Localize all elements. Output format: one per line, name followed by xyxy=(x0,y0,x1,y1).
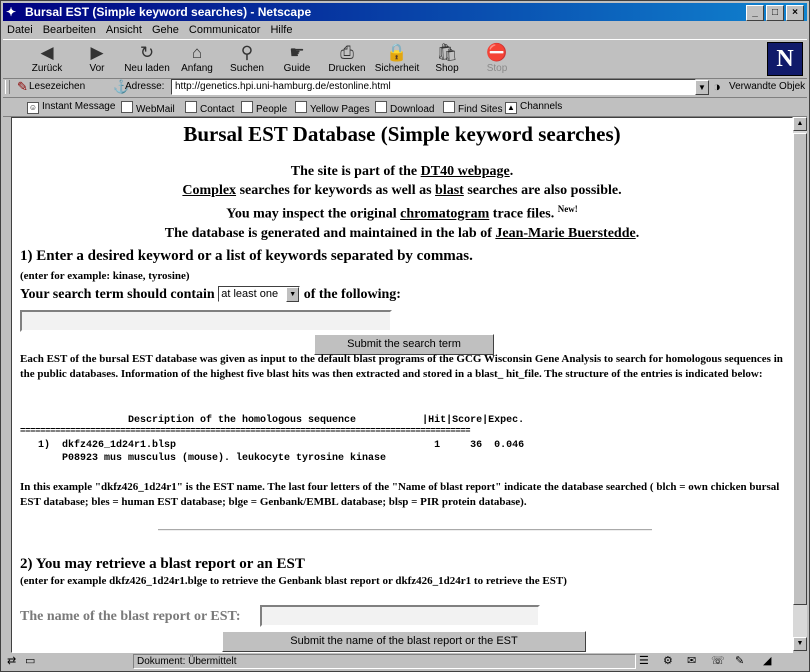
stop-button[interactable] xyxy=(473,43,521,77)
address-dropdown-icon[interactable]: ▼ xyxy=(695,80,709,95)
intro2-text: searches for keywords as well as xyxy=(236,183,436,198)
home-button[interactable] xyxy=(173,43,221,77)
divider xyxy=(158,529,652,531)
intro-line-2 xyxy=(12,181,792,200)
guide-button[interactable] xyxy=(273,43,321,77)
intro3-end: trace files. xyxy=(489,206,555,222)
bookmark-page-icon xyxy=(375,101,387,113)
bookmark-icon: ✎ xyxy=(17,79,28,94)
keyword-input[interactable] xyxy=(20,310,392,332)
instant-message-link[interactable] xyxy=(27,101,115,114)
section2-example: (enter for example dkfz426_1d24r1.blge to retrieve the Genbank blast report or dkfz426_1d24r1 to retrieve the EST) xyxy=(20,575,567,587)
contact-link[interactable] xyxy=(185,101,234,115)
chromatogram-link[interactable]: chromatogram xyxy=(400,206,490,222)
stop-label: Stop xyxy=(486,63,508,74)
title-bar xyxy=(3,3,807,21)
intro1-text: The site is part of the xyxy=(290,164,421,179)
submit-search-button[interactable]: Submit the search term xyxy=(314,334,494,355)
related-icon: ◑ xyxy=(713,79,721,94)
intro3-text: You may inspect the original xyxy=(226,206,401,222)
bookmarks-button[interactable]: Lesezeichen xyxy=(29,81,86,92)
shop-label: Shop xyxy=(435,63,459,74)
people-label: People xyxy=(256,104,288,115)
status-bar xyxy=(3,653,807,669)
reload-icon: ↻ xyxy=(139,43,155,62)
component-bar-icon[interactable]: ☰ xyxy=(639,655,649,667)
person-icon: ☺ xyxy=(28,103,38,112)
lock-icon: 🔒 xyxy=(386,43,408,62)
new-badge: New! xyxy=(557,204,578,214)
bookmark-page-icon xyxy=(295,101,307,113)
toolbar-grip[interactable] xyxy=(5,80,10,94)
download-label: Download xyxy=(390,104,435,115)
channels-link[interactable] xyxy=(505,101,562,114)
search-button[interactable] xyxy=(223,43,271,77)
menu-bearbeiten[interactable]: Bearbeiten xyxy=(42,24,96,36)
intro1-end: . xyxy=(509,164,514,179)
webmail-label: WebMail xyxy=(136,104,175,115)
buerstedde-link[interactable]: Jean-Marie Buerstedde xyxy=(495,225,636,241)
close-button[interactable]: × xyxy=(786,5,804,21)
section1-heading: 1) Enter a desired keyword or a list of keywords separated by commas. xyxy=(20,248,473,264)
forward-arrow-icon: ▶ xyxy=(90,43,104,62)
netscape-logo[interactable]: N xyxy=(767,42,803,76)
shop-icon: 🛍 xyxy=(436,43,458,62)
channels-icon: ▲ xyxy=(505,102,517,114)
chevron-down-icon: ▼ xyxy=(286,287,299,302)
menu-gehe[interactable]: Gehe xyxy=(151,24,179,36)
security-button[interactable] xyxy=(373,43,421,77)
intro-line-3 xyxy=(12,200,792,224)
menu-datei[interactable]: Datei xyxy=(7,24,33,36)
intro2-end: searches are also possible. xyxy=(463,183,622,198)
discussion-icon[interactable]: ☏ xyxy=(711,655,725,667)
download-link[interactable] xyxy=(375,101,434,115)
channels-label: Channels xyxy=(520,101,563,112)
blast-name-input[interactable] xyxy=(260,605,540,627)
scroll-thumb[interactable] xyxy=(793,133,807,605)
submit-name-button[interactable]: Submit the name of the blast report or the EST xyxy=(222,631,586,652)
instant-message-label: Instant Message xyxy=(42,101,116,112)
section1-example: (enter for example: kinase, tyrosine) xyxy=(20,270,190,282)
yellow-pages-label: Yellow Pages xyxy=(310,104,370,115)
scroll-up-icon[interactable]: ▲ xyxy=(793,117,807,131)
security-status-icon[interactable]: ▭ xyxy=(25,655,36,667)
address-input[interactable]: http://genetics.hpi.uni-hamburg.de/estonline.html xyxy=(171,79,696,95)
mail-icon[interactable]: ✉ xyxy=(687,655,697,667)
page-content xyxy=(11,117,793,653)
stop-icon: ⛔ xyxy=(486,43,508,62)
example-explanation: In this example "dkfz426_1d24r1" is the EST name. The last four letters of the "Name of blast report" indicate the database searched ( blch = own chicken bursal EST database; bles = human EST database; blge = Genbank/EMBL database; blsp = PIR protein database). xyxy=(20,481,780,508)
composer-icon[interactable]: ✎ xyxy=(735,655,745,667)
maximize-button[interactable]: □ xyxy=(766,5,784,21)
back-label: Zurück xyxy=(31,63,63,74)
menu-communicator[interactable]: Communicator xyxy=(188,24,261,36)
location-toolbar xyxy=(3,78,807,98)
contain-row xyxy=(20,286,401,303)
minimize-button[interactable]: _ xyxy=(746,5,764,21)
netscape-window-icon: ✦ xyxy=(6,5,17,19)
contain-suffix: of the following: xyxy=(303,287,401,302)
search-label: Suchen xyxy=(230,63,264,74)
personal-toolbar xyxy=(3,98,807,117)
intro4-end: . xyxy=(635,225,640,241)
match-mode-value: at least one xyxy=(221,288,279,300)
guide-icon: ☛ xyxy=(289,43,305,62)
navigation-toolbar xyxy=(3,39,807,79)
bookmark-page-icon xyxy=(121,101,133,113)
connection-icon: ⇄ xyxy=(7,655,17,667)
forward-label: Vor xyxy=(89,63,105,74)
search-icon: ⚲ xyxy=(240,43,254,62)
back-arrow-icon: ◀ xyxy=(40,43,54,62)
forward-button[interactable] xyxy=(73,43,121,77)
menu-bar xyxy=(3,22,807,38)
dt40-link[interactable]: DT40 webpage xyxy=(420,164,510,179)
intro-block xyxy=(12,162,792,243)
print-icon: ⎙ xyxy=(340,43,354,62)
security-label: Sicherheit xyxy=(374,63,420,74)
status-text: Dokument: Übermittelt xyxy=(133,654,636,669)
table-header: Description of the homologous sequence |Hit|Score|Expec. xyxy=(20,415,525,426)
reload-button[interactable] xyxy=(123,43,171,77)
name-label: The name of the blast report or EST: xyxy=(20,609,241,624)
guide-label: Guide xyxy=(283,63,311,74)
print-label: Drucken xyxy=(328,63,366,74)
intro4-text: The database is generated and maintained in the lab of xyxy=(164,225,496,241)
location-icon[interactable]: ⚓ xyxy=(113,79,130,94)
menu-ansicht[interactable]: Ansicht xyxy=(105,24,142,36)
find-sites-label: Find Sites xyxy=(458,104,503,115)
table-rule: ========================================================================================== xyxy=(20,426,471,436)
window-title: Bursal EST (Simple keyword searches) - Netscape xyxy=(25,5,312,19)
bookmark-page-icon xyxy=(241,101,253,113)
intro-line-1 xyxy=(12,162,792,181)
address-label: Adresse: xyxy=(125,81,165,92)
section2-heading: 2) You may retrieve a blast report or an EST xyxy=(20,556,305,572)
navigator-icon[interactable]: ⚙ xyxy=(663,655,673,667)
bookmark-page-icon xyxy=(443,101,455,113)
intro-line-4 xyxy=(12,224,792,243)
related-button[interactable]: Verwandte Objek xyxy=(729,81,806,92)
blast-link[interactable]: blast xyxy=(435,183,464,198)
blast-description: Each EST of the bursal EST database was given as input to the default blast programs of the GCG Wisconsin Gene Analysis to search for homologous sequences in the public databases. Information of the highest five blast hits was then extracted and stored in a blast_ hit_file. The structure of the entries is indicated below: xyxy=(20,353,783,380)
contain-label: Your search term should contain xyxy=(20,287,215,302)
print-button[interactable] xyxy=(323,43,371,77)
match-mode-select[interactable] xyxy=(218,286,300,302)
contact-label: Contact xyxy=(200,104,235,115)
home-label: Anfang xyxy=(181,63,213,74)
bookmark-page-icon xyxy=(185,101,197,113)
page-title: Bursal EST Database (Simple keyword searches) xyxy=(183,122,621,146)
find-sites-link[interactable] xyxy=(443,101,502,115)
menu-hilfe[interactable]: Hilfe xyxy=(270,24,293,36)
people-link[interactable] xyxy=(241,101,287,115)
reload-label: Neu laden xyxy=(124,63,170,74)
home-icon: ⌂ xyxy=(191,43,203,62)
scroll-down-icon[interactable]: ▼ xyxy=(793,637,807,651)
vertical-scrollbar[interactable] xyxy=(793,117,807,651)
resize-grip-icon[interactable]: ◢ xyxy=(763,655,772,667)
complex-link[interactable]: Complex xyxy=(182,183,237,198)
shop-button[interactable] xyxy=(423,43,471,77)
back-button[interactable] xyxy=(23,43,71,77)
table-row: 1) dkfz426_1d24r1.blsp 1 36 0.046 xyxy=(20,440,525,451)
yellow-pages-link[interactable] xyxy=(295,101,370,115)
table-row-description: P08923 mus musculus (mouse). leukocyte tyrosine kinase xyxy=(20,453,387,464)
webmail-link[interactable] xyxy=(121,101,175,115)
